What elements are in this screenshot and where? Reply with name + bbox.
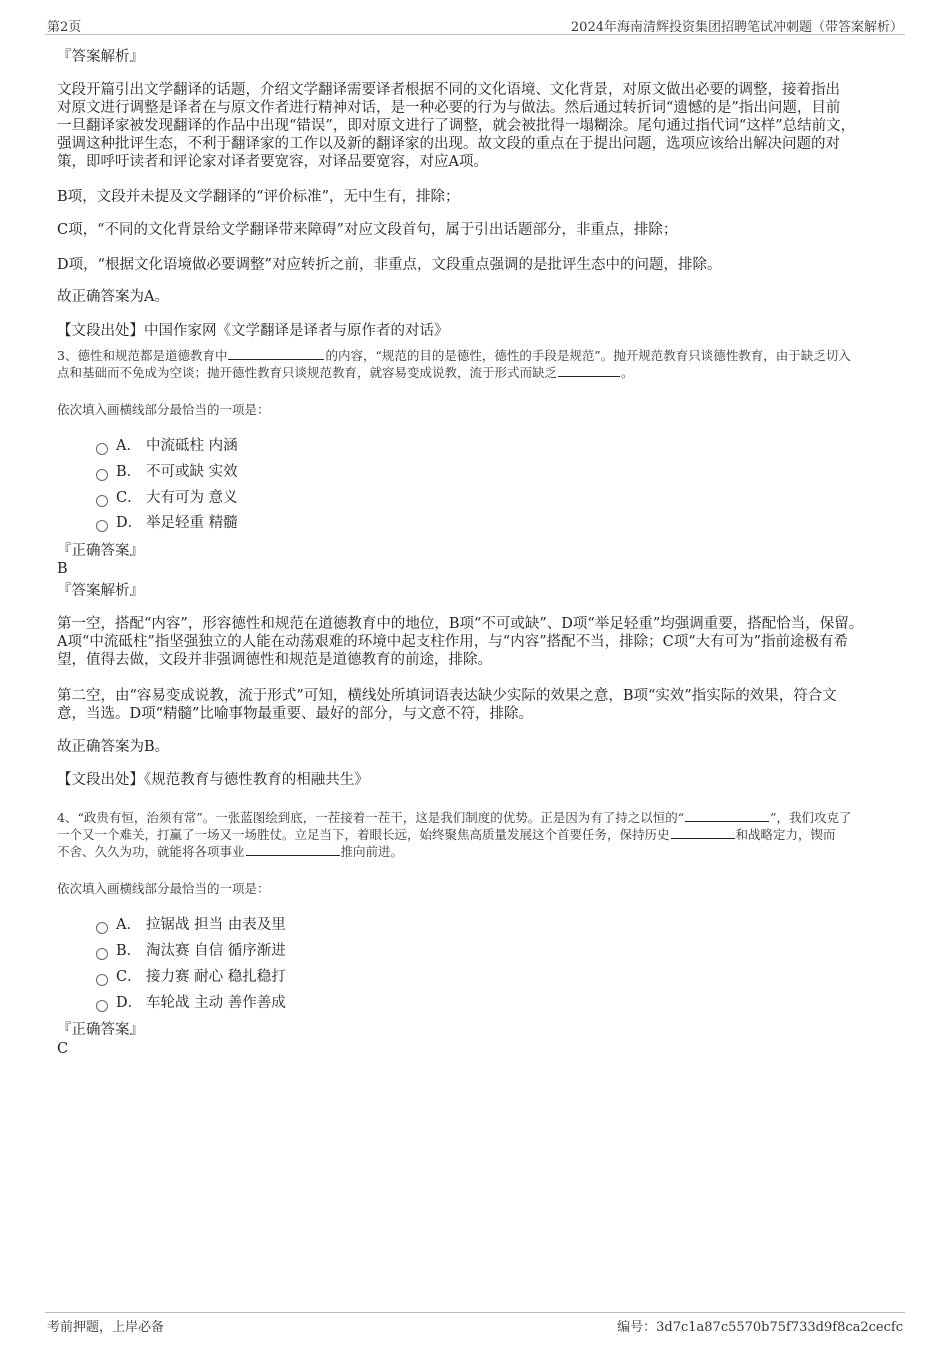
option-text: 淘汰赛 自信 循序渐进 — [146, 943, 286, 959]
text-line: A项“中流砥柱”指坚强独立的人能在动荡艰难的环境中起支柱作用，与“内容”搭配不当，排除；C项“大有可为”指前途极有希 — [57, 634, 849, 650]
stem-text: 4、“政贵有恒，治须有常”。一张蓝图绘到底，一茬接着一茬干，这是我们制度的优势。正是因为有了持之以恒的“ — [57, 810, 685, 825]
option-b[interactable] — [96, 941, 286, 961]
question-stem-4 — [57, 809, 900, 860]
analysis-paragraph — [57, 81, 887, 171]
question-stem-3 — [57, 347, 900, 381]
page-footer — [45, 1312, 905, 1335]
option-a[interactable] — [96, 436, 238, 456]
option-text: 不可或缺 实效 — [146, 464, 238, 480]
text-line: 一旦翻译家被发现翻译的作品中出现“错误”，即对原文进行了调整，就会被批得一塌糊涂。尾句通过指代词“这样”总结前文， — [57, 118, 856, 134]
stem-text: 的内容，“规范的目的是德性，德性的手段是规范”。抛开规范教育只谈德性教育，由于缺乏切入 — [325, 348, 851, 363]
analysis-label: 『答案解析』 — [57, 583, 144, 599]
fill-blank — [246, 854, 340, 856]
radio-icon[interactable] — [96, 922, 108, 934]
text-line: 对原文进行调整是译者在与原文作者进行精神对话，是一种必要的行为与做法。然后通过转折词“遗憾的是”指出问题，目前 — [57, 100, 841, 116]
radio-icon[interactable] — [96, 495, 108, 507]
document-title: 2024年海南清辉投资集团招聘笔试冲刺题（带答案解析） — [570, 20, 903, 35]
option-letter: B． — [116, 943, 142, 959]
option-d[interactable] — [96, 513, 238, 533]
radio-icon[interactable] — [96, 520, 108, 532]
option-a[interactable] — [96, 915, 286, 935]
page-number: 第2页 — [47, 20, 82, 35]
text-line: 意，当选。D项“精髓”比喻事物最重要、最好的部分，与文意不符，排除。 — [57, 706, 533, 722]
option-letter: A． — [116, 438, 141, 454]
answer-conclusion: 故正确答案为A。 — [57, 289, 169, 305]
text-line: 第二空，由“容易变成说教，流于形式”可知，横线处所填词语表达缺少实际的效果之意，B项“实效”指实际的效果，符合文 — [57, 688, 837, 704]
stem-text: 。 — [621, 365, 634, 380]
text-line: 强调这种批评生态，不利于翻译家的工作以及新的翻译家的出现。故文段的重点在于提出问题，选项应该给出解决问题的对 — [57, 136, 840, 152]
fill-blank — [671, 837, 735, 839]
option-letter: C． — [116, 969, 142, 985]
analysis-option-c: C项，“不同的文化背景给文学翻译带来障碍”对应文段首句，属于引出话题部分，非重点，排除； — [57, 222, 678, 238]
question-prompt: 依次填入画横线部分最恰当的一项是： — [57, 402, 270, 417]
stem-text: 点和基础而不免成为空谈；抛开德性教育只谈规范教育，就容易变成说教，流于形式而缺乏 — [57, 365, 558, 380]
analysis-option-d: D项，“根据文化语境做必要调整”对应转折之前，非重点，文段重点强调的是批评生态中的问题，排除。 — [57, 257, 722, 273]
radio-icon[interactable] — [96, 443, 108, 455]
question-prompt: 依次填入画横线部分最恰当的一项是： — [57, 881, 270, 896]
option-text: 大有可为 意义 — [146, 490, 238, 506]
option-letter: D． — [116, 515, 143, 531]
text-line: 望，值得去做，文段并非强调德性和规范是道德教育的前途，排除。 — [57, 652, 492, 668]
option-c[interactable] — [96, 967, 286, 987]
radio-icon[interactable] — [96, 948, 108, 960]
correct-answer-label: 『正确答案』 — [57, 543, 144, 559]
correct-answer: C — [57, 1041, 69, 1057]
page-header — [45, 14, 905, 35]
document-code: 编号：3d7c1a87c5570b75f733d9f8ca2cecfc — [617, 1320, 903, 1335]
option-letter: C． — [116, 490, 142, 506]
option-letter: A． — [116, 917, 141, 933]
option-letter: B． — [116, 464, 142, 480]
option-b[interactable] — [96, 462, 238, 482]
option-text: 拉锯战 担当 由表及里 — [146, 917, 286, 933]
radio-icon[interactable] — [96, 469, 108, 481]
analysis-option-b: B项，文段并未提及文学翻译的“评价标准”，无中生有，排除； — [57, 189, 460, 205]
stem-text: 一个又一个难关，打赢了一场又一场胜仗。立足当下，着眼长远，始终聚焦高质量发展这个首要任务，保持历史 — [57, 827, 670, 842]
source-citation: 【文段出处】《规范教育与德性教育的相融共生》 — [57, 772, 369, 788]
footer-slogan: 考前押题，上岸必备 — [47, 1320, 165, 1335]
text-line: 第一空，搭配“内容”，形容德性和规范在道德教育中的地位，B项“不可或缺”、D项“举足轻重”均强调重要，搭配恰当，保留。 — [57, 616, 864, 632]
source-citation: 【文段出处】中国作家网《文学翻译是译者与原作者的对话》 — [57, 323, 449, 339]
option-text: 举足轻重 精髓 — [146, 515, 238, 531]
text-line: 策，即呼吁读者和评论家对译者要宽容，对译品要宽容，对应A项。 — [57, 154, 488, 170]
option-text: 车轮战 主动 善作善成 — [146, 995, 286, 1011]
fill-blank — [558, 375, 620, 377]
text-line: 文段开篇引出文学翻译的话题，介绍文学翻译需要译者根据不同的文化语境、文化背景，对原文做出必要的调整，接着指出 — [57, 82, 840, 98]
radio-icon[interactable] — [96, 1000, 108, 1012]
stem-text: 不舍、久久为功，就能将各项事业 — [57, 844, 245, 859]
option-letter: D． — [116, 995, 143, 1011]
stem-text: 和战略定力，锲而 — [735, 827, 836, 842]
stem-text: 推向前进。 — [340, 844, 404, 859]
stem-text: 3、德性和规范都是道德教育中 — [57, 348, 228, 363]
option-text: 接力赛 耐心 稳扎稳打 — [146, 969, 286, 985]
option-d[interactable] — [96, 993, 286, 1013]
option-c[interactable] — [96, 488, 238, 508]
radio-icon[interactable] — [96, 974, 108, 986]
stem-text: ”，我们攻克了 — [770, 810, 852, 825]
option-text: 中流砥柱 内涵 — [146, 438, 238, 454]
analysis-label: 『答案解析』 — [57, 49, 144, 65]
analysis-paragraph — [57, 615, 887, 669]
analysis-paragraph — [57, 687, 887, 723]
correct-answer-label: 『正确答案』 — [57, 1022, 144, 1038]
fill-blank — [685, 820, 769, 822]
correct-answer: B — [57, 561, 68, 577]
fill-blank — [228, 358, 324, 360]
answer-conclusion: 故正确答案为B。 — [57, 739, 170, 755]
